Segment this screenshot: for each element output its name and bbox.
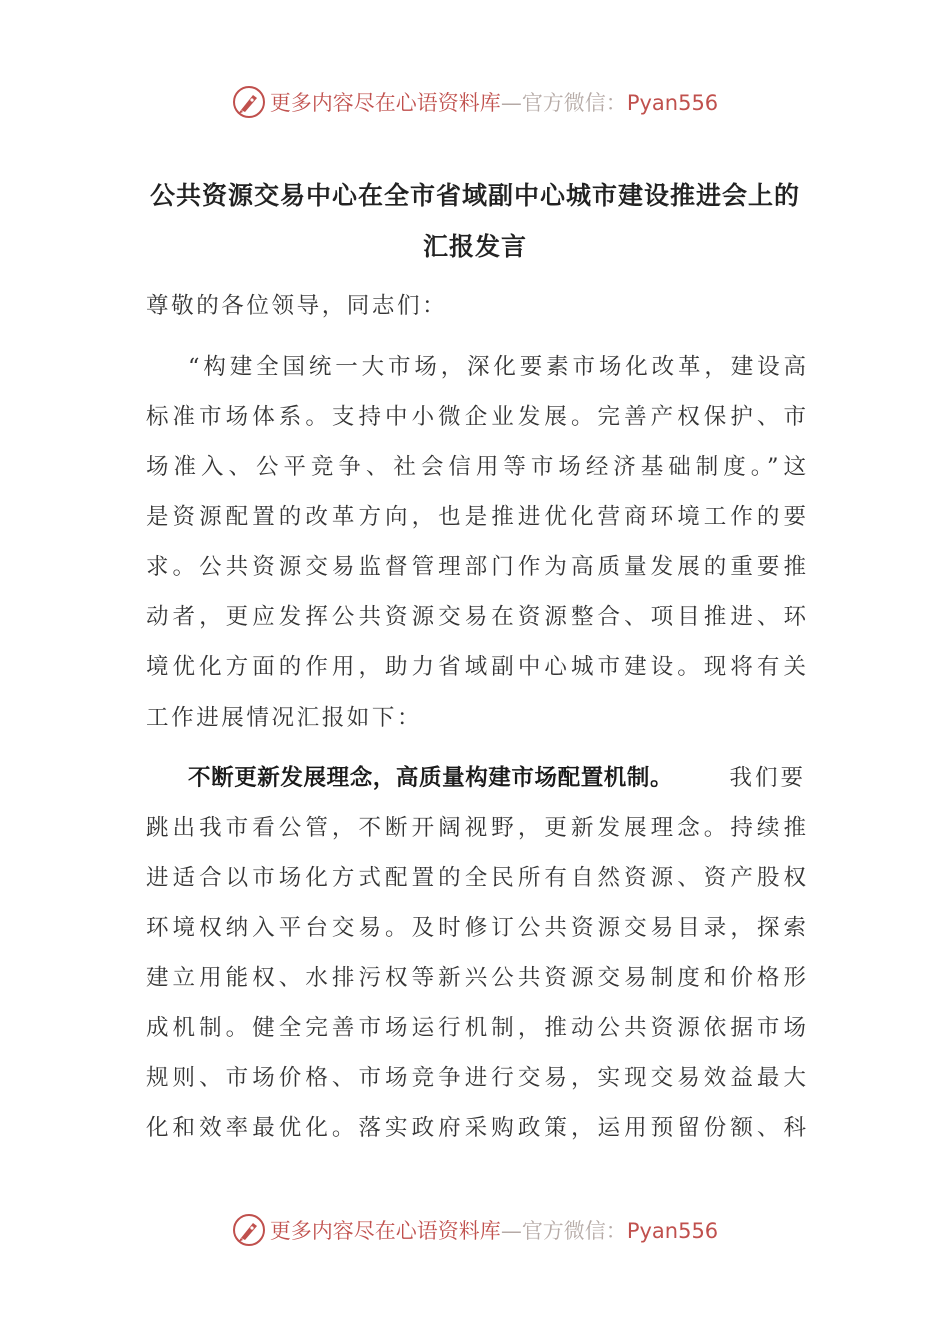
- document-title-line-1: 公共资源交易中心在全市省域副中心城市建设推进会上的: [149, 181, 800, 210]
- banner-text: 更多内容尽在心语资料库—官方微信：Pyan556: [269, 91, 719, 115]
- paragraph-2-line: 规则、市场价格、市场竞争进行交易，实现交易效益最大: [146, 1065, 806, 1091]
- paragraph-2-line: 成机制。健全完善市场运行机制，推动公共资源依据市场: [146, 1015, 806, 1041]
- document-title-line-2: 汇报发言: [422, 232, 527, 261]
- pen-nib-icon: [232, 85, 266, 119]
- paragraph-2-lead: 我们要: [729, 765, 806, 791]
- paragraph-2-line: 进适合以市场化方式配置的全民所有自然资源、资产股权: [146, 865, 806, 891]
- paragraph-1-line: 求。公共资源交易监督管理部门作为高质量发展的重要推: [146, 554, 806, 580]
- paragraph-1-line: 是资源配置的改革方向，也是推进优化营商环境工作的要: [146, 504, 806, 530]
- paragraph-1-line: 境优化方面的作用，助力省域副中心城市建设。现将有关: [146, 654, 806, 680]
- salutation: 尊敬的各位领导，同志们：: [146, 293, 448, 319]
- paragraph-2-line: 化和效率最优化。落实政府采购政策，运用预留份额、科: [146, 1115, 806, 1141]
- paragraph-2-line: 建立用能权、水排污权等新兴公共资源交易制度和价格形: [146, 965, 806, 991]
- paragraph-1-line: 场准入、公平竞争、社会信用等市场经济基础制度。”这: [146, 454, 806, 480]
- footer-banner: [0, 1210, 950, 1250]
- pen-nib-icon: [232, 1213, 266, 1247]
- paragraph-2-first-line: [188, 763, 806, 793]
- paragraph-1-line: 动者，更应发挥公共资源交易在资源整合、项目推进、环: [146, 604, 806, 630]
- paragraph-1-line: “构建全国统一大市场，深化要素市场化改革，建设高: [188, 354, 806, 380]
- paragraph-2-heading: 不断更新发展理念，高质量构建市场配置机制。: [188, 765, 674, 791]
- paragraph-1-line: 工作进展情况汇报如下：: [146, 705, 423, 731]
- paragraph-2-line: 跳出我市看公管，不断开阔视野，更新发展理念。持续推: [146, 815, 806, 841]
- paragraph-1-line: 标准市场体系。支持中小微企业发展。完善产权保护、市: [146, 404, 806, 430]
- paragraph-2-line: 环境权纳入平台交易。及时修订公共资源交易目录，探索: [146, 915, 806, 941]
- banner-text: 更多内容尽在心语资料库—官方微信：Pyan556: [269, 1219, 719, 1243]
- header-banner: [0, 82, 950, 122]
